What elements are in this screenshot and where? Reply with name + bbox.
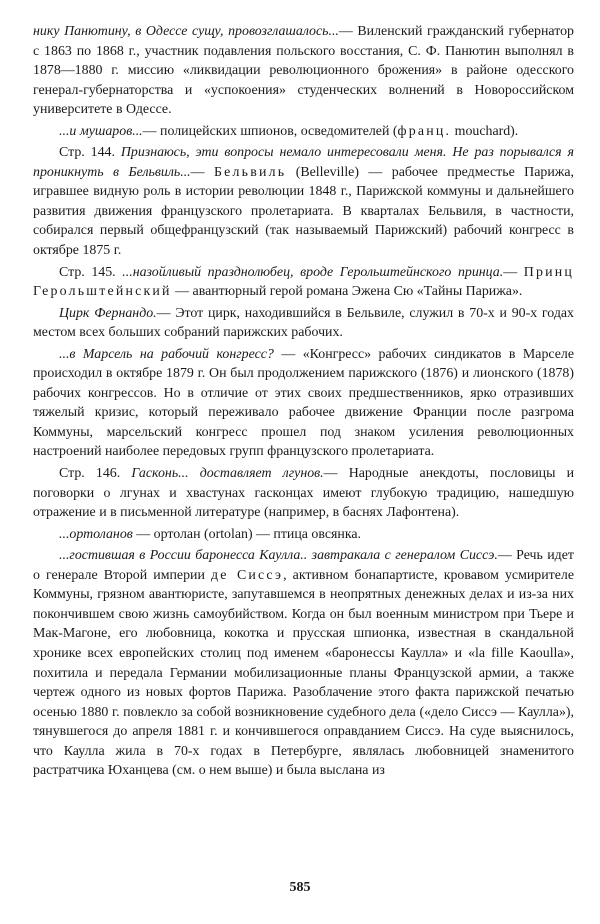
quote: ...в Марсель на рабочий конгресс? bbox=[59, 346, 274, 362]
commentary: — ортолан (ortolan) — птица овсянка. bbox=[132, 526, 362, 542]
paragraph-ortolan bbox=[33, 525, 574, 545]
paragraph-belleville bbox=[33, 143, 574, 260]
commentary: — Этот цирк, находившийся в Бельвиле, служил в 70-х и 90-х годах местом всех больших собраний парижских рабочих. bbox=[33, 305, 574, 341]
commentary: — полицейских шпионов, осведомителей ( bbox=[142, 123, 398, 139]
paragraph-mushar bbox=[33, 122, 574, 142]
spaced-term: де Сиссэ bbox=[211, 567, 284, 583]
quote: ...ортоланов bbox=[59, 526, 133, 542]
page-ref: Стр. 146. bbox=[59, 466, 132, 482]
paragraph-gerolstein bbox=[33, 263, 574, 302]
commentary-text bbox=[33, 22, 574, 783]
paragraph-marseille bbox=[33, 345, 574, 462]
spaced-term: Бельвиль bbox=[214, 164, 287, 180]
paragraph-gascony bbox=[33, 464, 574, 523]
page-ref: Стр. 144. bbox=[59, 145, 121, 161]
commentary: — «Конгресс» рабочих синдикатов в Марселе происходил в октябре 1879 г. Он был продолжением парижского (1876) и лионского (1878) рабочих конгрессов. Но в отличие от этих своих предшественников, ярко отразивших тяжелый кризис, который переживало рабочее движение Франции после разгрома Коммуны, марсельский конгресс прошел под знаком усиления революционных настроений наиболее передовых групп французского пролетариата. bbox=[33, 346, 574, 460]
paragraph-kaulla bbox=[33, 546, 574, 781]
commentary: mouchard). bbox=[451, 123, 519, 139]
commentary: (Belleville) — рабочее предместье Парижа, игравшее видную роль в истории революции 1848 г., Парижской коммуны и дальнейшего развития движения французского пролетариата. В кварталах Бельвиля, в частности, собирался первый общефранцузский (так называемый Парижский) рабочий конгресс в октябре 1875 г. bbox=[33, 164, 574, 259]
paragraph-panyutin bbox=[33, 22, 574, 120]
dash: — bbox=[190, 164, 214, 180]
dash: — bbox=[503, 264, 524, 280]
quote: ...и мушаров... bbox=[59, 123, 143, 139]
quote: Цирк Фернандо. bbox=[59, 305, 157, 321]
commentary: — Народные анекдоты, пословицы и поговорки о лгунах и хвастунах гасконцах имеют глубокую традицию, нашедшую отражение и в письменной литературе (например, в баснях Лафонтена). bbox=[33, 466, 574, 521]
page-number: 585 bbox=[289, 880, 311, 895]
commentary: — Виленский гражданский губернатор с 1863 по 1868 г., участник подавления польского восстания, С. Ф. Панютин выполнял в 1878—1880 г. миссию «ликвидации революционного брожения» в районе одесского генерал-губернаторства и «успокоения» студенческих волнений в Новороссийском университете в Одессе. bbox=[33, 24, 574, 118]
quote: Гасконь... доставляет лгунов. bbox=[131, 466, 324, 482]
commentary: , активном бонапартисте, кровавом усмирителе Коммуны, грязном авантюристе, запутавшемся в неопрятных денежных делах и из-за них покончившем свою жизнь самоубийством. Когда он был военным министром при Тьере и Мак-Магоне, его любовница, кокотка и прусская шпионка, известная в скандальной хронике всех европейских столиц под именем «баронессы Каулла» и «la fille Kaoulla», похитила и передала Германии мобилизационные планы Французской армии, а также чертеж одного из новых фортов Парижа. Разоблачение этого факта парижской печатью осенью 1880 г. повлекло за собой возникновение судебного дела («дело Сиссэ — Каулла»), тянувшегося до апреля 1881 г. и кончившегося оправданием Сиссэ. На суде выяснилось, что Каулла жила в 70-х годах в Петербурге, являлась любовницей знаменитого растратчика Юханцева (см. о нем выше) и была выслана из bbox=[33, 567, 574, 779]
quote: Признаюсь, эти вопросы немало интересовали меня. Не раз порывался я проникнуть в Бельвиль... bbox=[33, 145, 574, 180]
commentary: — авантюрный герой романа Эжена Сю «Тайны Парижа». bbox=[171, 284, 523, 300]
quote: нику Панютину, в Одессе сущу, провозглашалось... bbox=[33, 24, 339, 39]
quote: ...назойливый празднолюбец, вроде Герольштейнского принца. bbox=[122, 264, 504, 280]
spaced-term: франц. bbox=[397, 123, 452, 139]
commentary: — Речь идет о генерале Второй империи bbox=[33, 548, 574, 583]
spaced-term: Принц Герольштейнский bbox=[33, 264, 574, 300]
page-ref: Стр. 145. bbox=[59, 264, 123, 280]
paragraph-fernando bbox=[33, 304, 574, 343]
quote: ...гостившая в России баронесса Каулла.. завтракала с генералом Сиссэ. bbox=[59, 548, 498, 564]
